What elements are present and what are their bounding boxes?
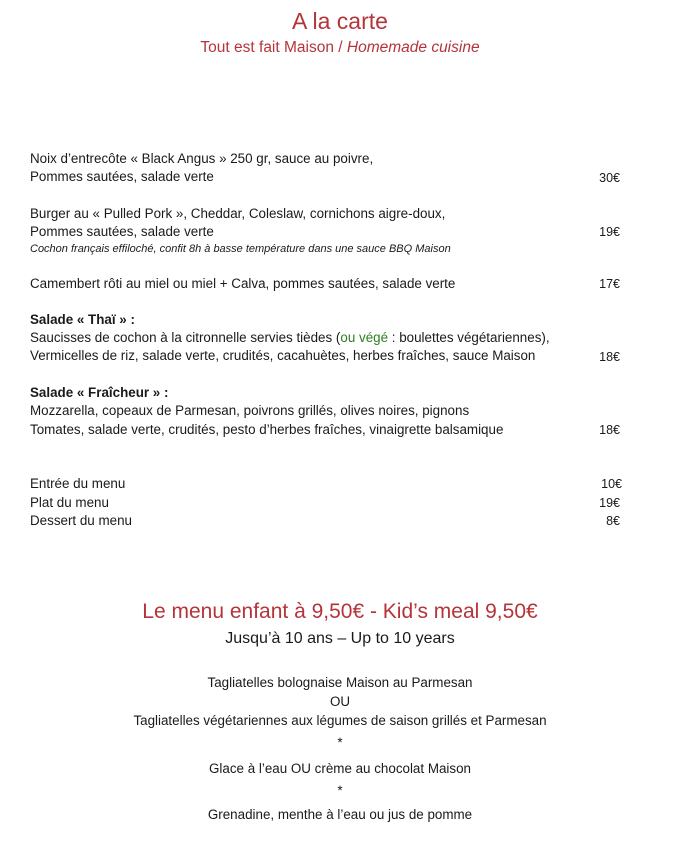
salade-thai-veg-option: ou végé xyxy=(340,330,389,345)
dish-salade-thai-line1 xyxy=(30,329,550,347)
salade-thai-line1-start: Saucisses de cochon à la citronnelle servies tièdes ( xyxy=(30,330,341,345)
kids-main-option-1: Tagliatelles bolognaise Maison au Parmesan xyxy=(207,675,473,690)
dish-salade-thai-line2: Vermicelles de riz, salade verte, crudités, cacahuètes, herbes fraîches, sauce Maison xyxy=(30,348,536,363)
kids-or-separator: OU xyxy=(329,694,351,709)
dish-burger-note: Cochon français effiloché, confit 8h à basse température dans une sauce BBQ Maison xyxy=(30,243,451,255)
dish-entrecote-line2: Pommes sautées, salade verte xyxy=(30,169,214,184)
kids-menu-subtitle: Jusqu’à 10 ans – Up to 10 years xyxy=(225,630,455,647)
menu-plat-label: Plat du menu xyxy=(30,495,109,510)
dish-camembert-line1: Camembert rôti au miel ou miel + Calva, pommes sautées, salade verte xyxy=(30,276,456,291)
kids-main-option-2: Tagliatelles végétariennes aux légumes de saison grillés et Parmesan xyxy=(133,713,547,728)
dish-camembert-price: 17€ xyxy=(599,277,620,291)
menu-dessert-price: 8€ xyxy=(606,514,620,528)
subtitle-french: Tout est fait Maison / xyxy=(200,39,347,56)
menu-entree-price: 10€ xyxy=(601,477,622,491)
menu-plat-price: 19€ xyxy=(599,496,620,510)
kids-star-separator-1: * xyxy=(337,735,343,750)
dish-salade-thai-title: Salade « Thaï » : xyxy=(30,312,135,327)
menu-dessert-label: Dessert du menu xyxy=(30,513,132,528)
dish-entrecote-line1: Noix d’entrecôte « Black Angus » 250 gr, sauce au poivre, xyxy=(30,151,374,166)
subtitle-english: Homemade cuisine xyxy=(346,39,480,56)
kids-dessert: Glace à l’eau OU crème au chocolat Maison xyxy=(209,761,471,776)
dish-burger-price: 19€ xyxy=(599,225,620,239)
salade-thai-line1-end: : boulettes végétariennes), xyxy=(388,330,550,345)
menu-entree-label: Entrée du menu xyxy=(30,476,126,491)
page-title: A la carte xyxy=(292,8,388,34)
dish-salade-fraicheur-title: Salade « Fraîcheur » : xyxy=(30,385,169,400)
dish-salade-fraicheur-line2: Tomates, salade verte, crudités, pesto d’herbes fraîches, vinaigrette balsamique xyxy=(30,422,504,437)
page-subtitle xyxy=(0,38,680,58)
dish-salade-fraicheur-line1: Mozzarella, copeaux de Parmesan, poivrons grillés, olives noires, pignons xyxy=(30,403,470,418)
kids-star-separator-2: * xyxy=(337,783,343,798)
dish-entrecote-price: 30€ xyxy=(599,171,620,185)
kids-menu-title: Le menu enfant à 9,50€ - Kid’s meal 9,50€ xyxy=(142,600,538,623)
kids-drink: Grenadine, menthe à l’eau ou jus de pomme xyxy=(207,807,473,822)
dish-burger-line1: Burger au « Pulled Pork », Cheddar, Coleslaw, cornichons aigre-doux, xyxy=(30,206,446,221)
dish-salade-fraicheur-price: 18€ xyxy=(599,423,620,437)
dish-salade-thai-price: 18€ xyxy=(599,350,620,364)
dish-burger-line2: Pommes sautées, salade verte xyxy=(30,224,214,239)
